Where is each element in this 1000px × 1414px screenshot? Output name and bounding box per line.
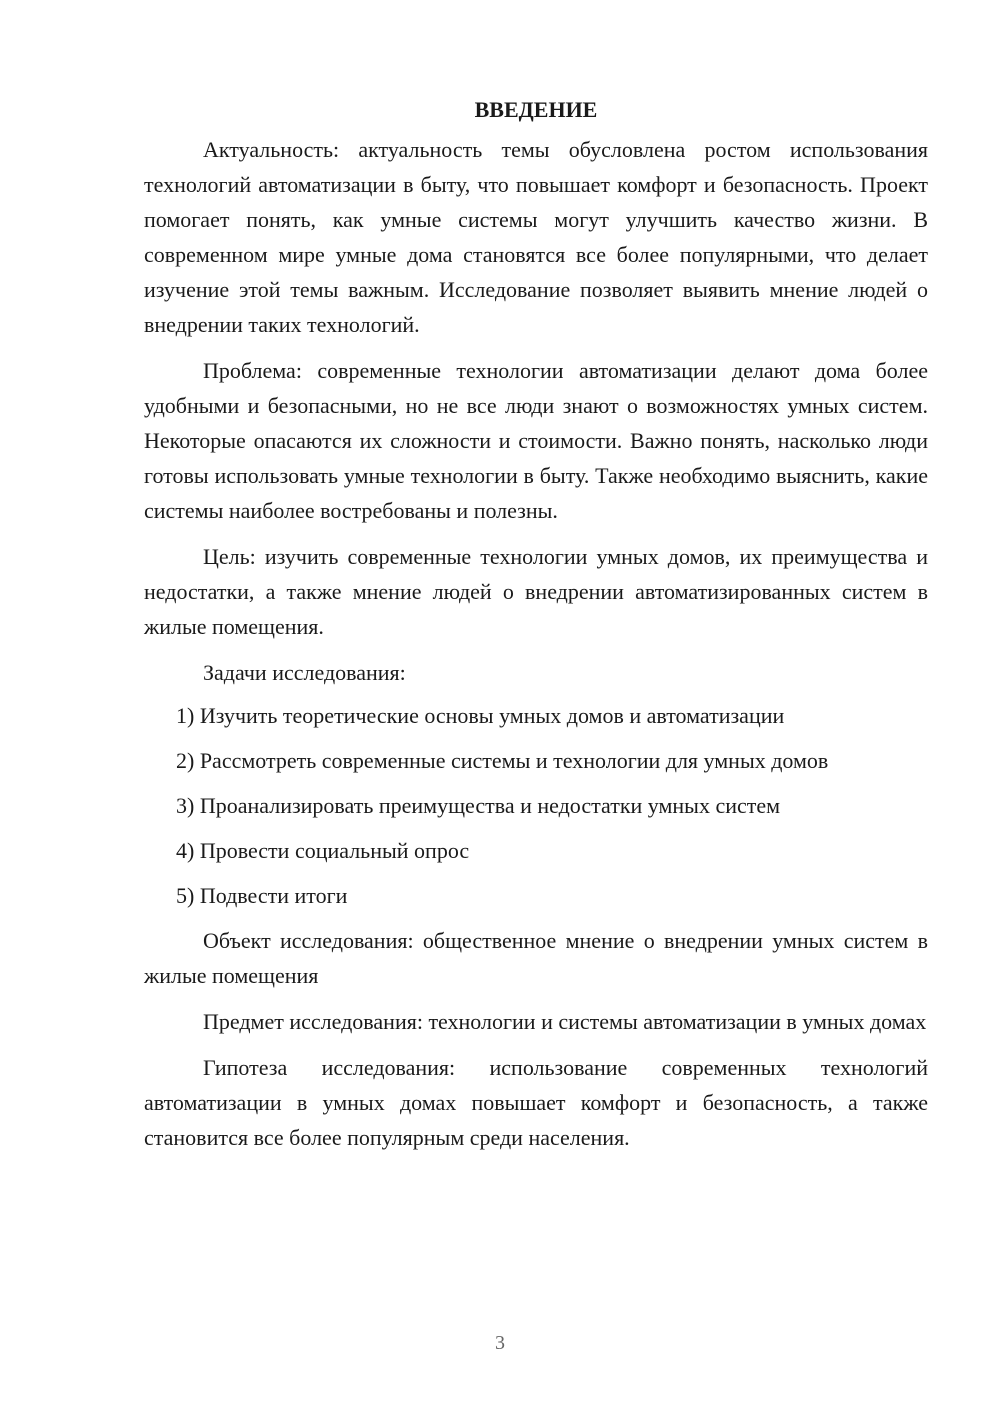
- task-item-4: 4) Провести социальный опрос: [176, 838, 470, 863]
- paragraph-goal: Цель: изучить современные технологии умных домов, их преимущества и недостатки, а также мнение людей о внедрении автоматизированных систем в жилые помещения.: [144, 544, 928, 639]
- task-item-3: 3) Проанализировать преимущества и недостатки умных систем: [176, 793, 781, 818]
- paragraph-relevance: Актуальность: актуальность темы обусловлена ростом использования технологий автоматизации в быту, что повышает комфорт и безопасность. Проект помогает понять, как умные системы могут улучшить качество жизни. В современном мире умные дома становятся все более популярными, что делает изучение этой темы важным. Исследование позволяет выявить мнение людей о внедрении таких технологий.: [144, 137, 928, 337]
- task-list: [144, 698, 928, 913]
- task-item-2: 2) Рассмотреть современные системы и технологии для умных домов: [176, 748, 829, 773]
- paragraph-problem: Проблема: современные технологии автоматизации делают дома более удобными и безопасными, но не все люди знают о возможностях умных систем. Некоторые опасаются их сложности и стоимости. Важно понять, насколько люди готовы использовать умные технологии в быту. Также необходимо выяснить, какие системы наиболее востребованы и полезны.: [144, 358, 928, 523]
- tasks-heading: Задачи исследования:: [203, 660, 406, 685]
- document-page: [144, 92, 928, 1166]
- task-item-1: 1) Изучить теоретические основы умных домов и автоматизации: [176, 703, 785, 728]
- document-title: ВВЕДЕНИЕ: [474, 97, 598, 122]
- paragraph-object: Объект исследования: общественное мнение о внедрении умных систем в жилые помещения: [144, 928, 928, 988]
- page-number: 3: [495, 1332, 505, 1354]
- paragraph-hypothesis: Гипотеза исследования: использование современных технологий автоматизации в умных домах повышает комфорт и безопасность, а также становится все более популярным среди населения.: [144, 1055, 928, 1150]
- task-item-5: 5) Подвести итоги: [176, 883, 348, 908]
- paragraph-subject: Предмет исследования: технологии и системы автоматизации в умных домах: [203, 1009, 927, 1034]
